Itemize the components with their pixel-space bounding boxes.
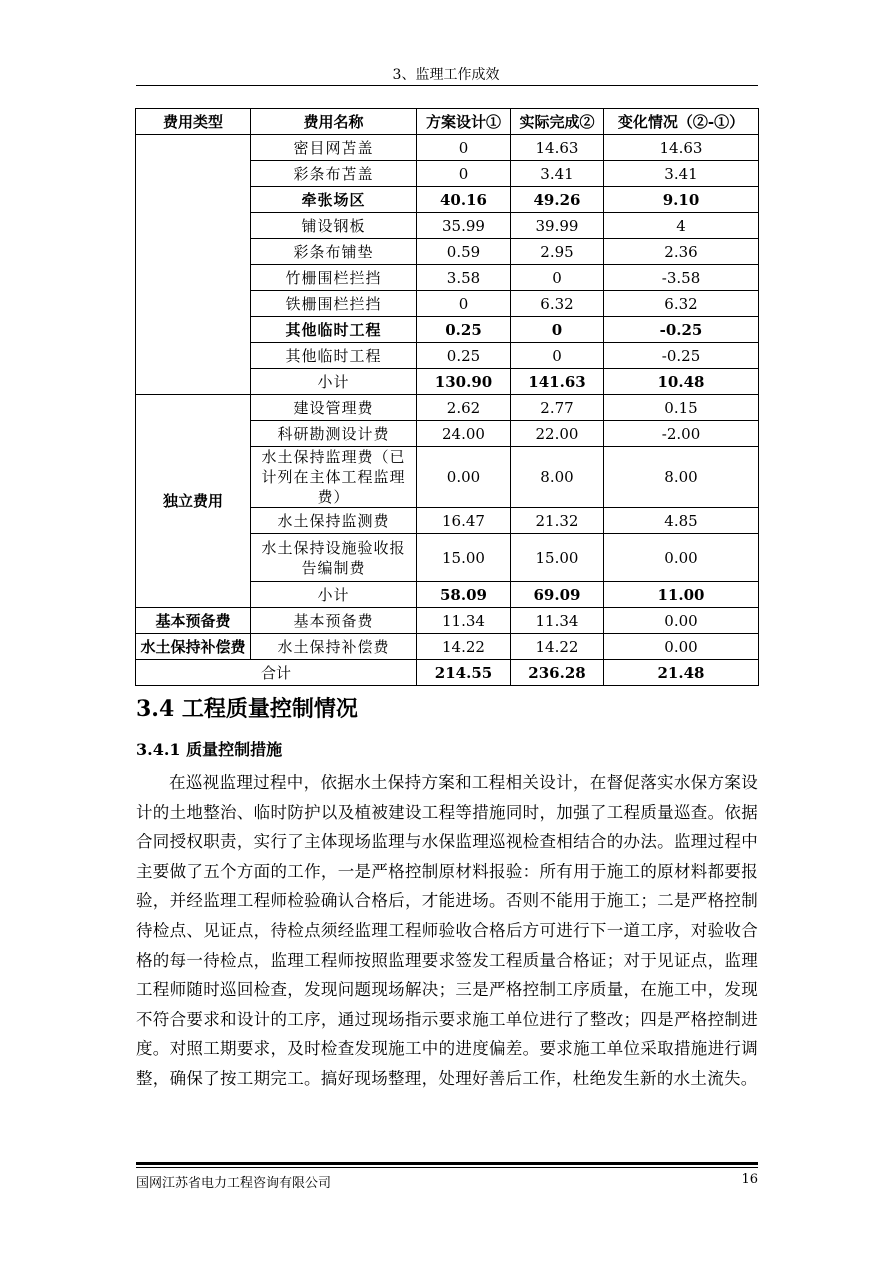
cost-name: 铺设钢板 [251, 213, 417, 239]
plan-value: 24.00 [417, 421, 511, 447]
change-value: 8.00 [604, 447, 759, 508]
cost-type-cell [136, 135, 251, 395]
actual-value: 39.99 [511, 213, 604, 239]
table-row [136, 395, 759, 421]
change-value: 3.41 [604, 161, 759, 187]
cost-name: 水土保持设施验收报告编制费 [251, 534, 417, 582]
actual-value: 49.26 [511, 187, 604, 213]
change-value: 4.85 [604, 508, 759, 534]
change-value: 2.36 [604, 239, 759, 265]
actual-value: 2.95 [511, 239, 604, 265]
cost-type-cell: 基本预备费 [136, 608, 251, 634]
cost-name: 基本预备费 [251, 608, 417, 634]
plan-value: 0 [417, 291, 511, 317]
page-header: 3、监理工作成效 [392, 67, 500, 83]
cost-name: 水土保持监理费（已计列在主体工程监理费） [251, 447, 417, 508]
actual-value: 0 [511, 343, 604, 369]
cost-name: 建设管理费 [251, 395, 417, 421]
actual-value: 236.28 [511, 660, 604, 686]
actual-value: 0 [511, 317, 604, 343]
section-heading: 3.4 工程质量控制情况 [136, 696, 358, 722]
actual-value: 0 [511, 265, 604, 291]
subsection-heading: 3.4.1 质量控制措施 [136, 740, 283, 759]
cost-type-cell: 水土保持补偿费 [136, 634, 251, 660]
actual-value: 2.77 [511, 395, 604, 421]
plan-value: 16.47 [417, 508, 511, 534]
cost-name: 铁栅围栏拦挡 [251, 291, 417, 317]
change-value: 4 [604, 213, 759, 239]
plan-value: 0.25 [417, 317, 511, 343]
change-value: 10.48 [604, 369, 759, 395]
actual-value: 22.00 [511, 421, 604, 447]
table-header-row [136, 109, 759, 135]
column-header: 方案设计① [417, 109, 511, 135]
actual-value: 8.00 [511, 447, 604, 508]
change-value: 14.63 [604, 135, 759, 161]
cost-type-cell: 独立费用 [136, 395, 251, 608]
actual-value: 141.63 [511, 369, 604, 395]
plan-value: 15.00 [417, 534, 511, 582]
actual-value: 21.32 [511, 508, 604, 534]
column-header: 变化情况（②-①） [604, 109, 759, 135]
plan-value: 130.90 [417, 369, 511, 395]
table-row [136, 634, 759, 660]
plan-value: 11.34 [417, 608, 511, 634]
actual-value: 69.09 [511, 582, 604, 608]
body-paragraph: 在巡视监理过程中，依据水土保持方案和工程相关设计，在督促落实水保方案设计的土地整治、临时防护以及植被建设工程等措施同时，加强了工程质量巡查。依据合同授权职责，实行了主体现场监理与水保监理巡视检查相结合的办法。监理过程中主要做了五个方面的工作，一是严格控制原材料报验：所有用于施工的原材料都要报验，并经监理工程师检验确认合格后，才能进场。否则不能用于施工；二是严格控制待检点、见证点，待检点须经监理工程师验收合格后方可进行下一道工序，对验收合格的每一待检点，监理工程师按照监理要求签发工程质量合格证；对于见证点，监理工程师随时巡回检查，发现问题现场解决；三是严格控制工序质量，在施工中，发现不符合要求和设计的工序，通过现场指示要求施工单位进行了整改；四是严格控制进度。对照工期要求，及时检查发现施工中的进度偏差。要求施工单位采取措施进行调整，确保了按工期完工。搞好现场整理，处理好善后工作，杜绝发生新的水土流失。 [136, 773, 758, 1088]
plan-value: 0.59 [417, 239, 511, 265]
total-row [136, 660, 759, 686]
actual-value: 6.32 [511, 291, 604, 317]
table-row [136, 135, 759, 161]
plan-value: 58.09 [417, 582, 511, 608]
total-label: 合计 [136, 660, 417, 686]
change-value: -0.25 [604, 317, 759, 343]
actual-value: 15.00 [511, 534, 604, 582]
cost-name: 水土保持补偿费 [251, 634, 417, 660]
actual-value: 14.22 [511, 634, 604, 660]
plan-value: 14.22 [417, 634, 511, 660]
plan-value: 2.62 [417, 395, 511, 421]
cost-name: 小计 [251, 582, 417, 608]
footer-company: 国网江苏省电力工程咨询有限公司 [136, 1176, 332, 1191]
cost-name: 科研勘测设计费 [251, 421, 417, 447]
cost-name: 彩条布苫盖 [251, 161, 417, 187]
cost-name: 竹栅围栏拦挡 [251, 265, 417, 291]
cost-name: 小计 [251, 369, 417, 395]
change-value: 6.32 [604, 291, 759, 317]
column-header: 费用名称 [251, 109, 417, 135]
cost-name: 密目网苫盖 [251, 135, 417, 161]
header-rule [136, 85, 758, 86]
cost-name: 其他临时工程 [251, 343, 417, 369]
table-row [136, 608, 759, 634]
cost-table [135, 108, 759, 686]
cost-name: 水土保持监测费 [251, 508, 417, 534]
change-value: 0.00 [604, 534, 759, 582]
change-value: 0.00 [604, 608, 759, 634]
change-value: 21.48 [604, 660, 759, 686]
plan-value: 0 [417, 135, 511, 161]
change-value: 0.00 [604, 634, 759, 660]
plan-value: 214.55 [417, 660, 511, 686]
plan-value: 0.00 [417, 447, 511, 508]
change-value: 11.00 [604, 582, 759, 608]
change-value: -0.25 [604, 343, 759, 369]
change-value: 0.15 [604, 395, 759, 421]
actual-value: 11.34 [511, 608, 604, 634]
footer-rule-thin [136, 1167, 758, 1168]
plan-value: 0.25 [417, 343, 511, 369]
change-value: 9.10 [604, 187, 759, 213]
plan-value: 35.99 [417, 213, 511, 239]
change-value: -3.58 [604, 265, 759, 291]
cost-name: 其他临时工程 [251, 317, 417, 343]
actual-value: 3.41 [511, 161, 604, 187]
cost-name: 牵张场区 [251, 187, 417, 213]
footer-rule-thick [136, 1162, 758, 1165]
cost-name: 彩条布铺垫 [251, 239, 417, 265]
plan-value: 40.16 [417, 187, 511, 213]
page-number: 16 [741, 1172, 758, 1187]
column-header: 实际完成② [511, 109, 604, 135]
change-value: -2.00 [604, 421, 759, 447]
actual-value: 14.63 [511, 135, 604, 161]
column-header: 费用类型 [136, 109, 251, 135]
plan-value: 3.58 [417, 265, 511, 291]
plan-value: 0 [417, 161, 511, 187]
